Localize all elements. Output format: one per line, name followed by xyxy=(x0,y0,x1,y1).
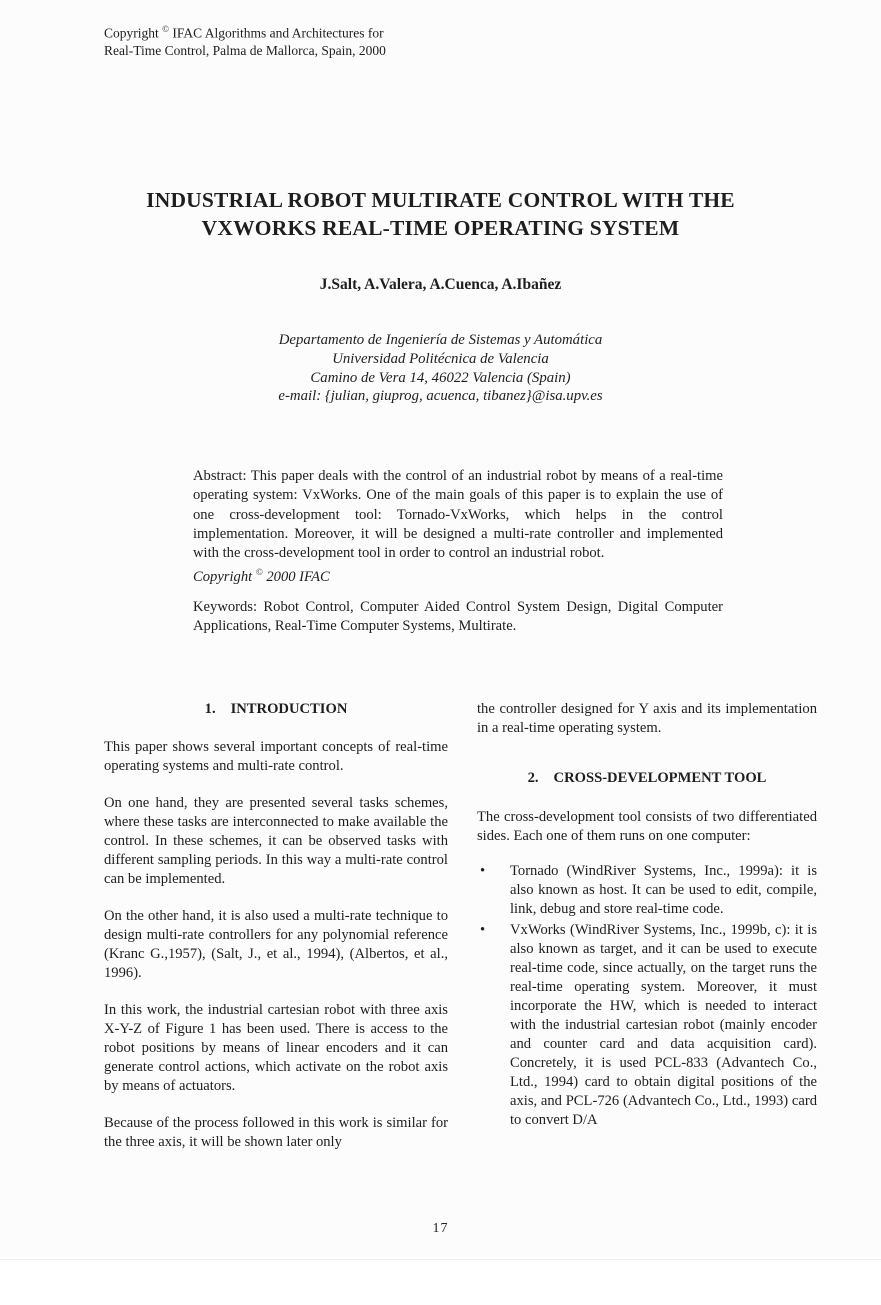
right-column xyxy=(477,700,817,1132)
abstract-copyright xyxy=(193,563,723,587)
abstract-copyright-word: Copyright xyxy=(193,569,253,586)
page-title xyxy=(0,186,881,242)
header-copyright-line2: Real-Time Control, Palma de Mallorca, Spain, 2000 xyxy=(104,43,386,58)
keywords: Keywords: Robot Control, Computer Aided Control System Design, Digital Computer Applications, Real-Time Computer Systems, Multirate. xyxy=(193,599,723,635)
copyright-symbol-icon: © xyxy=(162,24,169,34)
header-copyright-line1 xyxy=(104,21,386,42)
list-item xyxy=(477,921,817,1130)
abstract-copyright-year: 2000 IFAC xyxy=(266,569,330,586)
section-1-title: INTRODUCTION xyxy=(230,701,348,717)
affiliation-university: Universidad Politécnica de Valencia xyxy=(332,350,549,367)
bullet-vxworks-text: VxWorks (WindRiver Systems, Inc., 1999b, c): it is also known as target, and it can be used to execute real-time code, since actually, on the target runs the real-time operating system. Moreover, it must incorporate the HW, which is needed to interact with the industrial cartesian robot (mainly encoder and counter card and data acquisition card). Concretely, it is used PCL-833 (Advantech Co., Ltd., 1994) card to obtain digital positions of the axis, and PCL-726 (Advantech Co., Ltd., 1993) card to convert D/A xyxy=(510,922,817,1128)
affiliation xyxy=(0,331,881,406)
intro-paragraph-5: Because of the process followed in this work is similar for the three axis, it will be shown later only xyxy=(104,1115,448,1150)
page-number: 17 xyxy=(432,1221,449,1236)
abstract xyxy=(193,467,723,588)
section-2-heading xyxy=(477,769,817,788)
scan-page-edge xyxy=(0,1259,881,1305)
abstract-body: Abstract: This paper deals with the control of an industrial robot by means of a real-time operating system: VxWorks. One of the main goals of this paper is to explain the use of one cross-development tool: Tornado-VxWorks, which helps in the control implementation. Moreover, it will be designed a multi-rate controller and implemented with the cross-development tool in order to control an industrial robot. xyxy=(193,468,723,562)
section-2-number: 2. xyxy=(527,770,539,786)
list-item xyxy=(477,862,817,919)
intro-paragraph-4: In this work, the industrial cartesian robot with three axis X-Y-Z of Figure 1 has been used. There is access to the robot positions by means of linear encoders and it can generate control actions, which activate on the robot axis by means of actuators. xyxy=(104,1002,448,1094)
section-1-number: 1. xyxy=(204,701,216,717)
intro-paragraph-1: This paper shows several important concepts of real-time operating systems and multi-rate control. xyxy=(104,739,448,774)
affiliation-department: Departamento de Ingeniería de Sistemas y Automática xyxy=(278,332,603,348)
bullet-icon: • xyxy=(480,863,486,879)
cross-dev-bullet-list xyxy=(477,862,817,1130)
affiliation-address: Camino de Vera 14, 46022 Valencia (Spain) xyxy=(310,369,571,386)
section-1-heading xyxy=(104,700,448,719)
intro-paragraph-2: On one hand, they are presented several tasks schemes, where these tasks are interconnected to make available the control. In these schemes, it can be observed tasks with different sampling periods. In this way a multi-rate control can be implemented. xyxy=(104,795,448,887)
bullet-icon: • xyxy=(480,922,486,938)
copyright-word: Copyright xyxy=(104,25,159,41)
header-copyright-line1-text: IFAC Algorithms and Architectures for xyxy=(172,25,384,41)
bullet-tornado-text: Tornado (WindRiver Systems, Inc., 1999a): it is also known as host. It can be used to edit, compile, link, debug and store real-time code. xyxy=(510,863,817,917)
affiliation-email: e-mail: {julian, giuprog, acuenca, tibanez}@isa.upv.es xyxy=(278,388,603,405)
header-copyright xyxy=(104,21,386,60)
title-line2: VXWORKS REAL-TIME OPERATING SYSTEM xyxy=(201,216,680,240)
intro-paragraph-3: On the other hand, it is also used a multi-rate technique to design multi-rate controllers for any polynomial reference (Kranc G.,1957), (Salt, J., et al., 1994), (Albertos, et al., 1996). xyxy=(104,908,448,981)
authors: J.Salt, A.Valera, A.Cuenca, A.Ibañez xyxy=(319,276,562,293)
title-line1: INDUSTRIAL ROBOT MULTIRATE CONTROL WITH THE xyxy=(146,188,735,212)
copyright-symbol-icon: © xyxy=(255,567,263,578)
intro-continuation-paragraph: the controller designed for Y axis and its implementation in a real-time operating system. xyxy=(477,701,817,736)
left-column xyxy=(104,700,448,1152)
cross-dev-paragraph: The cross-development tool consists of two differentiated sides. Each one of them runs on one computer: xyxy=(477,809,817,844)
section-2-title: CROSS-DEVELOPMENT TOOL xyxy=(553,770,767,786)
